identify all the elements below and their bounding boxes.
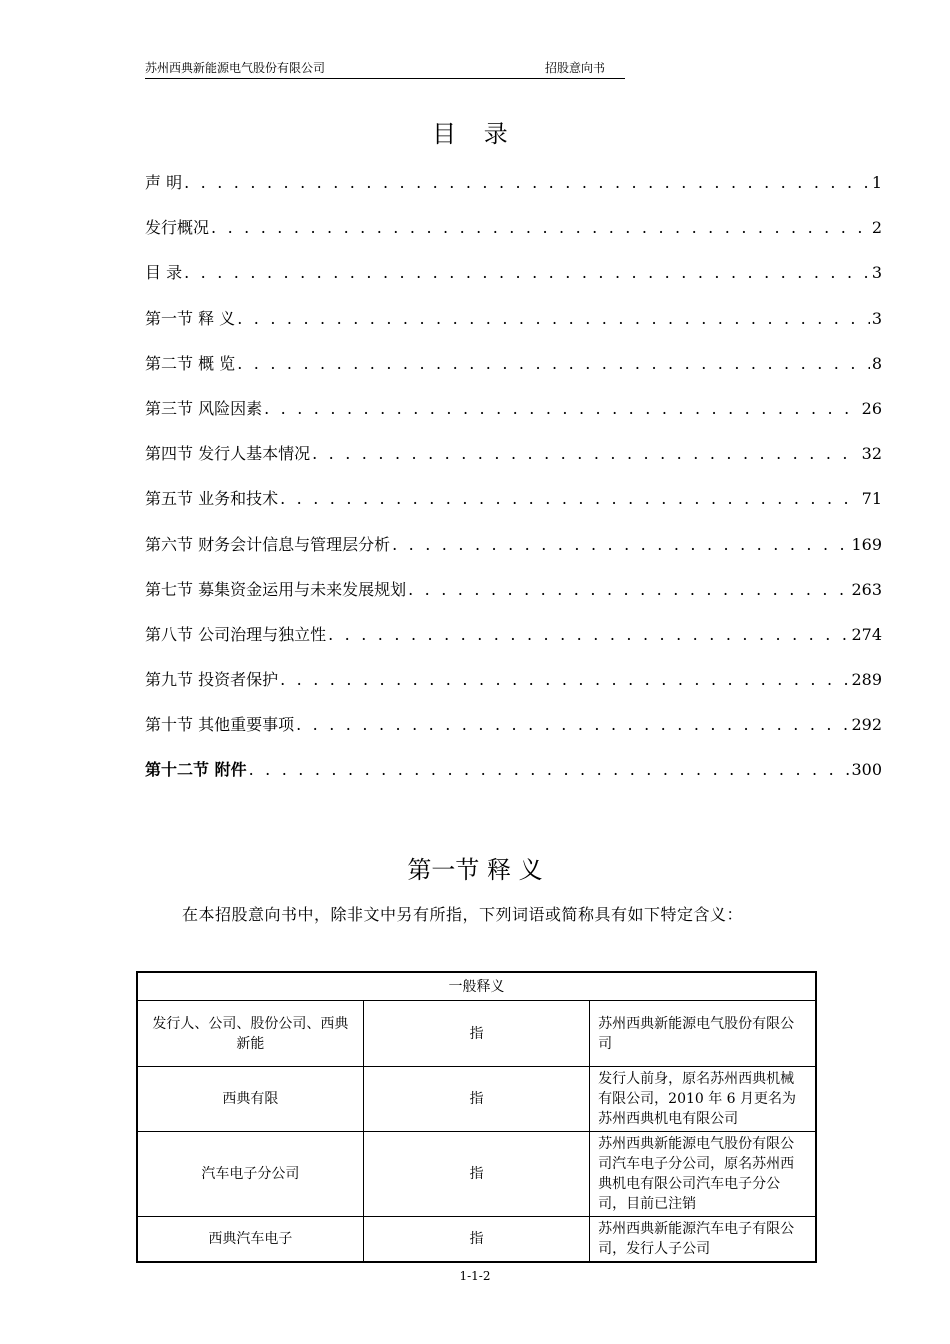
- toc-entry-page: 2: [871, 218, 882, 238]
- definition-text: 发行人前身，原名苏州西典机械有限公司，2010 年 6 月更名为苏州西典机电有限公司: [590, 1067, 816, 1132]
- toc-entry-page: 169: [851, 534, 882, 554]
- toc-entry-title: 第七节 募集资金运用与未来发展规划: [145, 579, 407, 599]
- toc-leader: [408, 567, 849, 612]
- definition-term: 西典有限: [137, 1067, 363, 1132]
- toc-entry-title: 第一节 释 义: [145, 308, 236, 328]
- toc-leader: [184, 160, 870, 205]
- table-row: [137, 1217, 816, 1263]
- definition-separator: 指: [363, 1132, 589, 1217]
- toc-entry-page: 1: [871, 173, 882, 192]
- toc-entry-page: 263: [851, 579, 882, 599]
- toc-entry[interactable]: [145, 567, 882, 612]
- definition-term: 汽车电子分公司: [137, 1132, 363, 1217]
- toc-entry-page: 3: [871, 263, 882, 283]
- header-company: 苏州西典新能源电气股份有限公司: [145, 61, 326, 75]
- toc-leader: [312, 431, 860, 476]
- definition-text: 苏州西典新能源电气股份有限公司: [590, 1001, 816, 1067]
- toc-entry-page: 292: [851, 715, 882, 735]
- table-header-row: [137, 972, 816, 1001]
- toc-entry-title: 第九节 投资者保护: [145, 670, 279, 690]
- toc-leader: [328, 612, 849, 657]
- toc-entry-title: 第六节 财务会计信息与管理层分析: [145, 534, 391, 554]
- toc-entry[interactable]: [145, 702, 882, 747]
- toc-entry[interactable]: [145, 341, 882, 386]
- toc-entry-page: 71: [861, 489, 882, 509]
- toc-entry-title: 第八节 公司治理与独立性: [145, 624, 327, 644]
- toc-entry-page: 289: [851, 670, 882, 690]
- definition-text: 苏州西典新能源电气股份有限公司汽车电子分公司，原名苏州西典机电有限公司汽车电子分公司，目前已注销: [590, 1132, 816, 1217]
- toc-entry[interactable]: [145, 296, 882, 341]
- toc-leader: [249, 747, 850, 792]
- toc-entry-title: 目 录: [145, 263, 183, 283]
- table-row: [137, 1001, 816, 1067]
- section-title: 第一节 释 义: [407, 856, 543, 884]
- toc-leader: [237, 296, 870, 341]
- toc-entry-title: 第二节 概 览: [145, 353, 236, 373]
- section-intro: 在本招股意向书中，除非文中另有所指，下列词语或简称具有如下特定含义：: [182, 905, 744, 924]
- header-doc-type: 招股意向书: [545, 61, 606, 75]
- toc-entry-title: 第四节 发行人基本情况: [145, 444, 311, 464]
- toc-leader: [237, 341, 870, 386]
- toc-leader: [184, 250, 870, 295]
- toc-entry-title: 第十节 其他重要事项: [145, 715, 295, 735]
- toc-entry[interactable]: [145, 431, 882, 476]
- toc-entry-title: 声 明: [145, 173, 183, 192]
- definitions-table: [136, 971, 817, 1263]
- toc-entry-page: 32: [861, 444, 882, 464]
- toc-entry-title: 第五节 业务和技术: [145, 489, 279, 509]
- toc-leader: [392, 522, 849, 567]
- toc-entry[interactable]: [145, 747, 882, 792]
- toc-entry[interactable]: [145, 612, 882, 657]
- toc-leader: [280, 657, 849, 702]
- toc-entry[interactable]: [145, 476, 882, 521]
- toc-leader: [211, 205, 870, 250]
- toc-entry[interactable]: [145, 386, 882, 431]
- toc-entry[interactable]: [145, 522, 882, 567]
- table-row: [137, 1132, 816, 1217]
- toc-leader: [296, 702, 849, 747]
- definition-text: 苏州西典新能源汽车电子有限公司，发行人子公司: [590, 1217, 816, 1263]
- toc-entry-page: 300: [851, 760, 882, 780]
- toc-leader: [264, 386, 860, 431]
- definition-term: 发行人、公司、股份公司、西典新能: [137, 1001, 363, 1067]
- toc-entry-title: 第十二节 附件: [145, 760, 247, 780]
- toc-title: 目 录: [432, 120, 518, 148]
- toc-entry-page: 26: [861, 398, 882, 418]
- toc-entry-page: 3: [871, 308, 882, 328]
- table-header: 一般释义: [137, 972, 816, 1001]
- definition-term: 西典汽车电子: [137, 1217, 363, 1263]
- table-of-contents: [145, 160, 882, 793]
- toc-entry-title: 第三节 风险因素: [145, 398, 263, 418]
- toc-entry[interactable]: [145, 205, 882, 250]
- toc-entry[interactable]: [145, 657, 882, 702]
- toc-entry-title: 发行概况: [145, 218, 210, 238]
- toc-entry-page: 8: [871, 353, 882, 373]
- toc-leader: [280, 476, 860, 521]
- toc-entry[interactable]: [145, 160, 882, 205]
- toc-entry-page: 274: [851, 624, 882, 644]
- definition-separator: 指: [363, 1001, 589, 1067]
- definition-separator: 指: [363, 1217, 589, 1263]
- page-header: [145, 58, 625, 79]
- table-row: [137, 1067, 816, 1132]
- toc-entry[interactable]: [145, 250, 882, 295]
- page-number: 1-1-2: [459, 1269, 491, 1283]
- definition-separator: 指: [363, 1067, 589, 1132]
